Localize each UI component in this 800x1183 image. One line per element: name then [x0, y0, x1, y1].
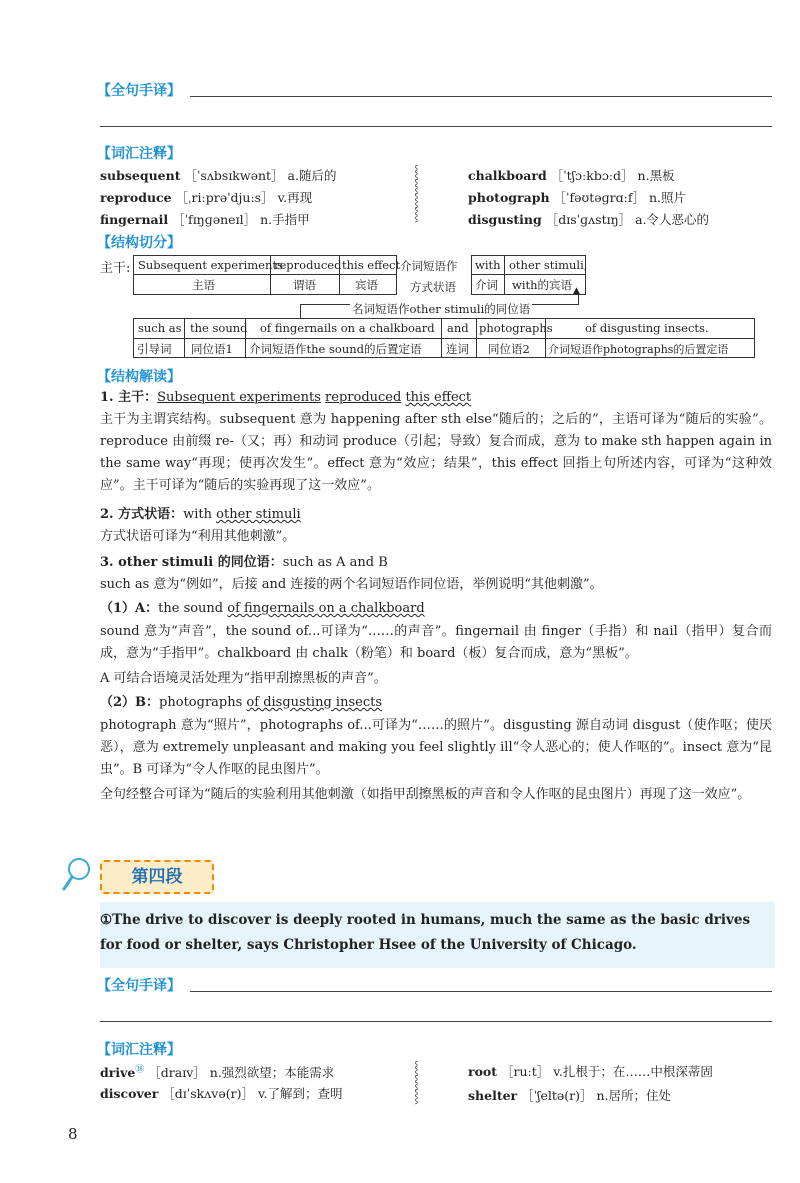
heading-5: （2）B：photographs of disgusting insects: [100, 695, 382, 710]
label-vocab-2: 【词汇注释】: [97, 1042, 181, 1058]
label-vocab: 【词汇注释】: [97, 146, 181, 162]
cell-verb: reproduced: [274, 258, 342, 272]
label-structure-cut: 【结构切分】: [97, 235, 181, 251]
paragraph-2: 方式状语可译为“利用其他刺激”。: [100, 529, 296, 544]
role-photographs: 同位语2: [488, 342, 530, 356]
role-verb: 谓语: [293, 278, 316, 292]
cell-of-insects: of disgusting insects.: [585, 321, 709, 335]
cell-subject: Subsequent experiments: [138, 258, 283, 272]
heading-3: 3. other stimuli 的同位语：such as A and B: [100, 555, 388, 570]
cell-other-stimuli: other stimuli,: [509, 258, 588, 272]
section-title: 第四段: [131, 867, 183, 887]
heading-4: （1）A：the sound of fingernails on a chalkboard: [100, 601, 425, 616]
section-title-box: [100, 860, 214, 894]
role-such-as: 引导词: [137, 342, 172, 356]
answer-line-2[interactable]: [190, 991, 772, 992]
label-translate-2: 【全句手译】: [97, 978, 181, 994]
divider-2: [100, 1021, 772, 1022]
vocab-item: chalkboard ［ˈtʃɔːkbɔːd］ n.黑板: [468, 168, 675, 183]
vocab-item: reproduce ［ˌriːprəˈdjuːs］ v.再现: [100, 190, 313, 205]
cell-and: and: [447, 321, 469, 335]
role-the-sound: 同位语1: [191, 342, 233, 356]
paragraph-5: photograph 意为“照片”，photographs of...可译为“……的照片”。disgusting 源自动词 disgust（使作呕；使厌恶），意为 extremely unpleasant and making you feel slightly ill“令人恶心的；使人作呕的”。insect 意为“昆虫”。B 可译为“令人作呕的昆虫图片”。: [100, 718, 772, 777]
paragraph-1: 主干为主谓宾结构。subsequent 意为 happening after sth else“随后的；之后的”，主语可译为“随后的实验”。reproduce 由前缀 re-（又；再）和动词 produce（引起；导致）复合而成，意为 to make sth happen again in the same way“再现；使再次发生”。effect 意为“效应；结果”，this effect 回指上句所述内容，可译为“这种效应”。主干可译为“随后的实验再现了这一效应”。: [100, 412, 772, 493]
section-sentence-box: [100, 902, 775, 968]
heading-2: 2. 方式状语：with other stimuli: [100, 507, 301, 522]
cell-of-fingernails: of fingernails on a chalkboard: [260, 321, 435, 335]
cell-photographs: photographs: [479, 321, 553, 335]
role-subject: 主语: [192, 278, 215, 292]
vocab-item: shelter ［ˈʃeltə(r)］ n.居所；住处: [468, 1088, 672, 1103]
vocab-item: fingernail ［ˈfɪŋɡəneɪl］ n.手指甲: [100, 212, 310, 227]
main-label: 主干:: [100, 261, 131, 276]
paragraph-4: sound 意为“声音”，the sound of...可译为“……的声音”。fingernail 由 finger（手指）和 nail（指甲）复合而成，意为“手指甲”。chalkboard 由 chalk（粉笔）和 board（板）复合而成，意为“黑板”。: [100, 624, 772, 661]
page-number: 8: [68, 1125, 78, 1143]
arrow-up-icon: ▲: [573, 286, 580, 296]
squiggle-divider: ⸾ ⸾ ⸾: [414, 1061, 419, 1104]
vocab-item: drive⑱ ［draɪv］ n.强烈欲望；本能需求: [100, 1065, 335, 1081]
vocab-item: subsequent ［ˈsʌbsɪkwənt］ a.随后的: [100, 168, 337, 183]
role-of-fingernails: 介词短语作the sound的后置定语: [249, 342, 422, 356]
squiggle-divider: ⸾ ⸾ ⸾ ⸾: [414, 165, 419, 222]
cell-object: this effect: [342, 258, 401, 272]
label-structure-explain: 【结构解读】: [97, 369, 181, 385]
divider: [100, 126, 772, 127]
role-object: 宾语: [355, 278, 378, 292]
role-other-stimuli: with的宾语: [512, 278, 573, 292]
cell-such-as: such as: [138, 321, 182, 335]
paragraph-3: such as 意为“例如”，后接 and 连接的两个名词短语作同位语，举例说明“其他刺激”。: [100, 577, 603, 592]
cell-with: with: [475, 258, 501, 272]
magnifier-icon: [62, 856, 92, 892]
role-with: 介词: [475, 278, 498, 292]
section-sentence: ①The drive to discover is deeply rooted in humans, much the same as the basic drives for food or shelter, says Christopher Hsee of the University of Chicago.: [100, 912, 751, 953]
paragraph-6: 全句经整合可译为“随后的实验利用其他刺激（如指甲刮擦黑板的声音和令人作呕的昆虫图片）再现了这一效应”。: [100, 787, 751, 802]
vocab-item: discover ［dɪˈskʌvə(r)］ v.了解到；查明: [100, 1086, 343, 1101]
answer-line[interactable]: [190, 96, 772, 97]
role-and: 连词: [446, 342, 469, 356]
adv-label-2: 方式状语: [410, 280, 456, 294]
heading-1: 1. 主干：Subsequent experiments reproduced this effect: [100, 390, 472, 405]
vocab-item: root ［ruːt］ v.扎根于；在……中根深蒂固: [468, 1064, 713, 1079]
vocab-item: photograph ［ˈfəʊtəɡrɑːf］ n.照片: [468, 190, 686, 205]
appositive-note: 名词短语作other stimuli的同位语: [352, 302, 531, 316]
vocab-item: disgusting ［dɪsˈɡʌstɪŋ］ a.令人恶心的: [468, 212, 710, 227]
paragraph-4b: A 可结合语境灵活处理为“指甲刮擦黑板的声音”。: [100, 671, 387, 686]
role-of-insects: 介词短语作photographs的后置定语: [548, 343, 729, 356]
cell-the-sound: the sound: [190, 321, 248, 335]
label-translate: 【全句手译】: [97, 83, 181, 99]
adv-label: 介词短语作: [400, 259, 458, 273]
